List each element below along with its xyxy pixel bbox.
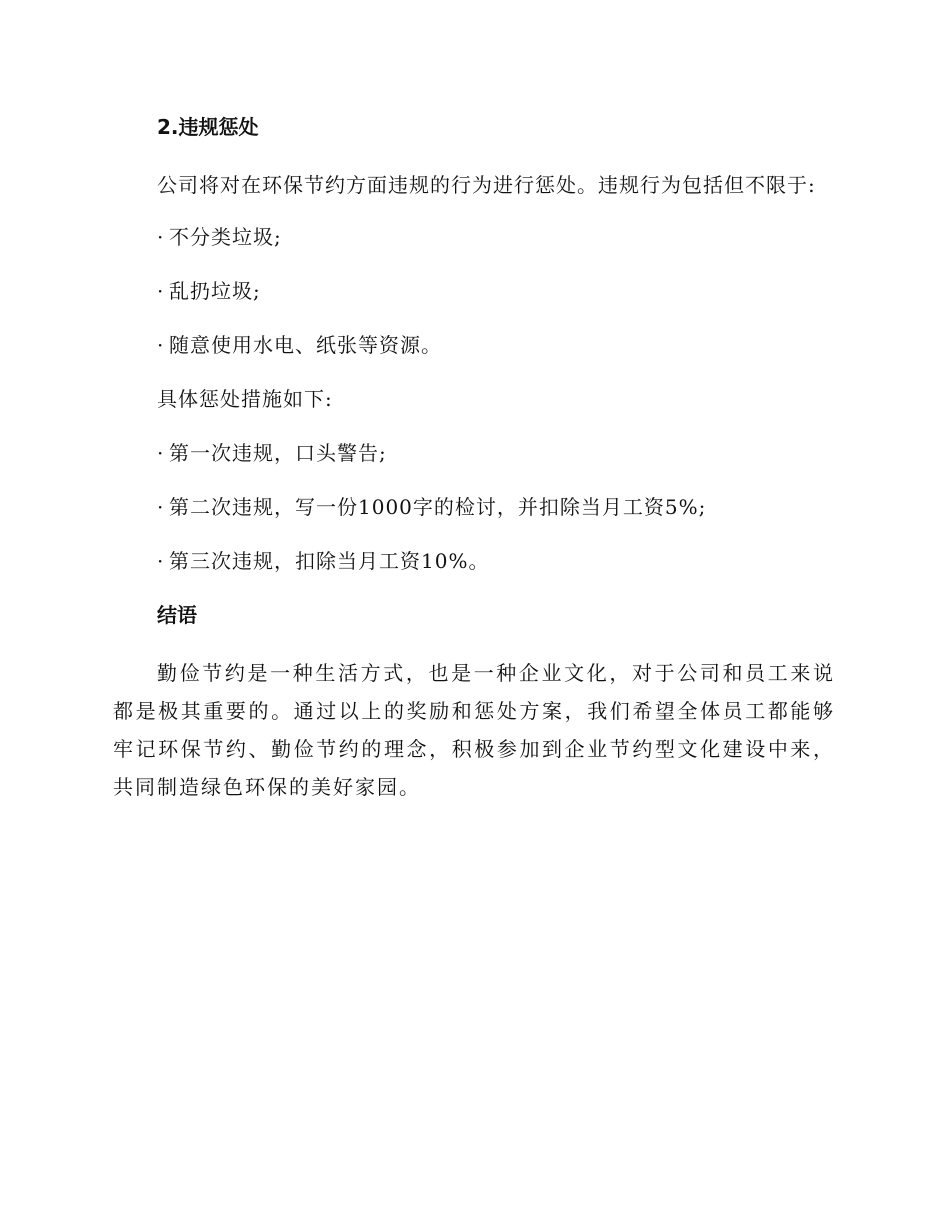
measure-item-text: 第一次违规，口头警告; — [169, 441, 387, 465]
violation-item-text: 乱扔垃圾; — [169, 279, 261, 303]
bullet-mark: · — [157, 549, 165, 573]
bullet-mark: · — [157, 225, 165, 249]
measures-intro: 具体惩处措施如下: — [157, 387, 333, 411]
section-heading-conclusion: 结语 — [157, 603, 197, 627]
measure-item — [113, 492, 835, 522]
bullet-mark: · — [157, 279, 165, 303]
conclusion-paragraph: 勤俭节约是一种生活方式，也是一种企业文化，对于公司和员工来说都是极其重要的。通过以上的奖励和惩处方案，我们希望全体员工都能够牢记环保节约、勤俭节约的理念，积极参加到企业节约型文化建设中来，共同制造绿色环保的美好家园。 — [113, 661, 835, 799]
measure-item — [113, 438, 835, 468]
violation-item — [113, 276, 835, 306]
violation-item — [113, 222, 835, 252]
violation-item-text: 随意使用水电、纸张等资源。 — [169, 333, 442, 357]
violation-item — [113, 330, 835, 360]
bullet-mark: · — [157, 333, 165, 357]
bullet-mark: · — [157, 495, 165, 519]
measure-item-text: 第三次违规，扣除当月工资10%。 — [169, 549, 490, 573]
section-heading-violation-penalties: 2.违规惩处 — [157, 115, 259, 139]
measure-item — [113, 546, 835, 576]
bullet-mark: · — [157, 441, 165, 465]
violation-item-text: 不分类垃圾; — [169, 225, 282, 249]
violation-intro-paragraph: 公司将对在环保节约方面违规的行为进行惩处。违规行为包括但不限于: — [157, 173, 816, 197]
measure-item-text: 第二次违规，写一份1000字的检讨，并扣除当月工资5%; — [169, 495, 707, 519]
document-content — [113, 112, 835, 806]
